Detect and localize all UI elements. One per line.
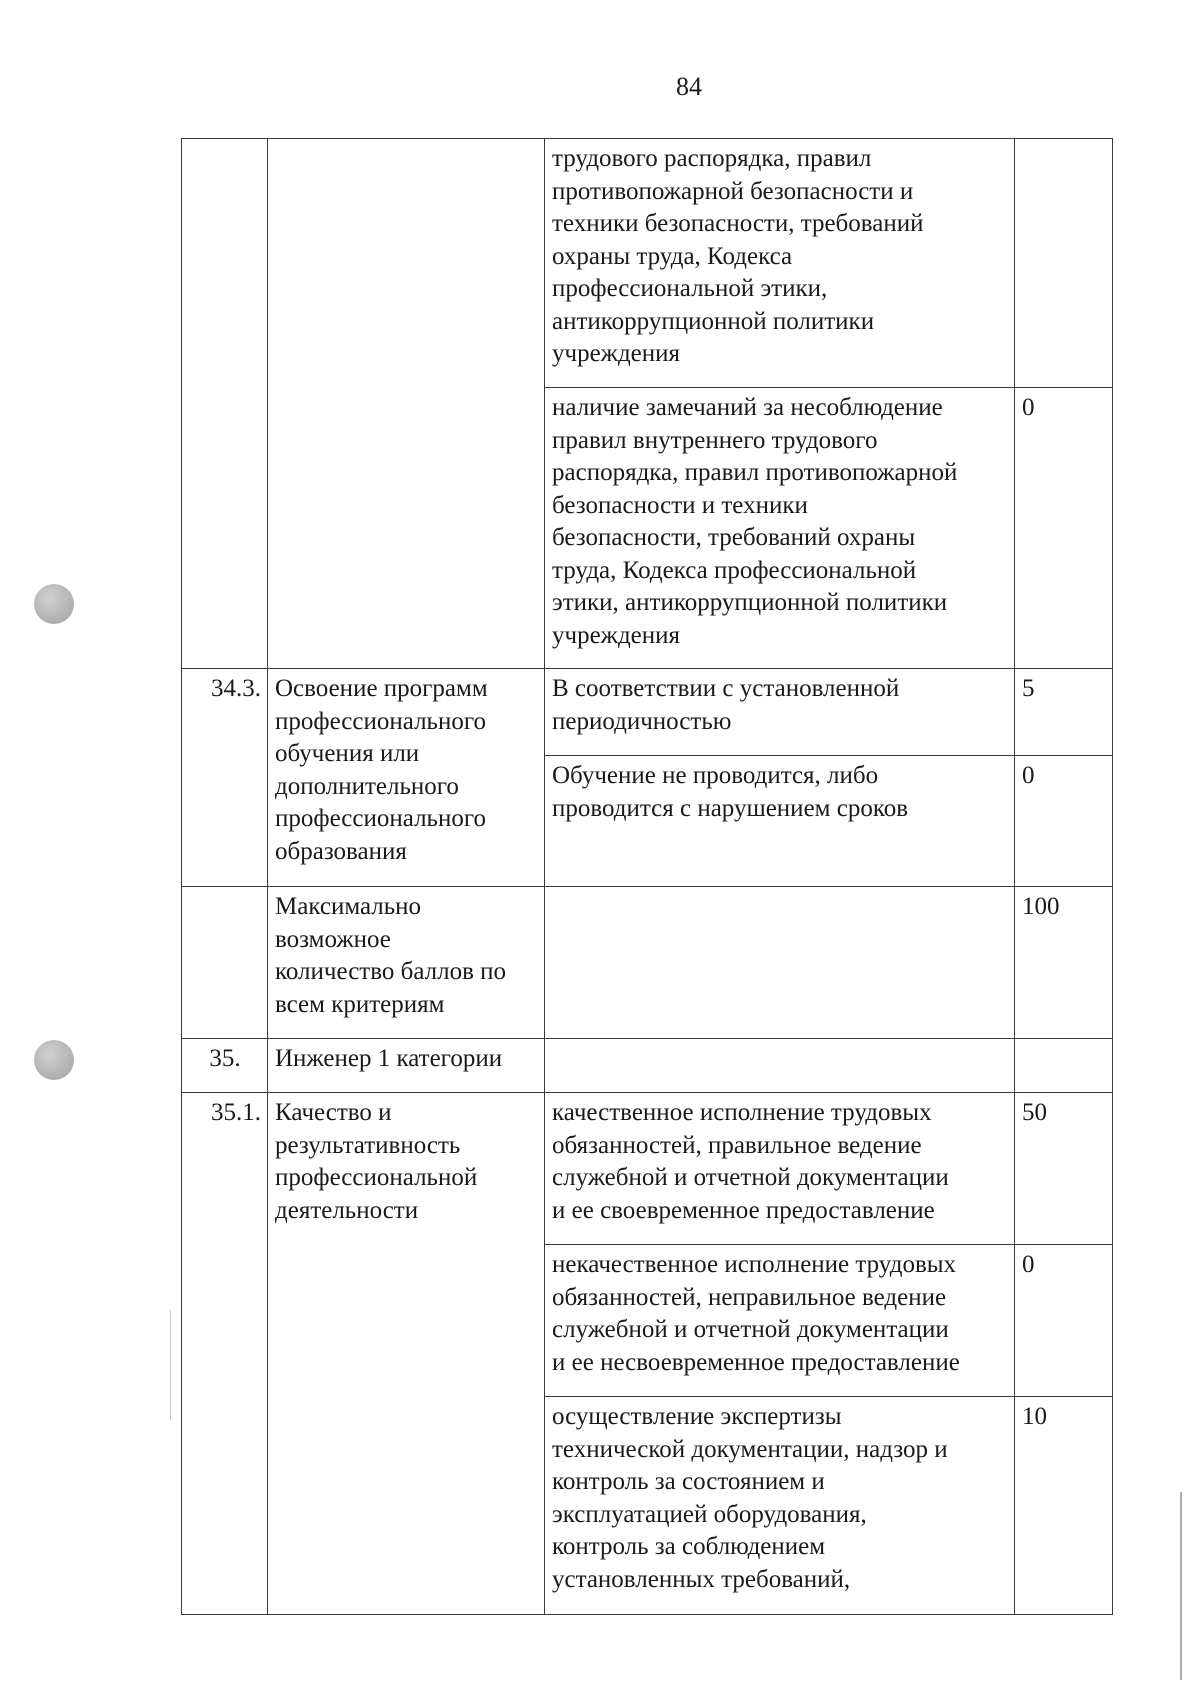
criterion-cell: Инженер 1 категории	[268, 1039, 545, 1093]
table-row	[182, 669, 1113, 756]
indicator-cell: качественное исполнение трудовых обязанностей, правильное ведение служебной и отчетной документации и ее своевременное предоставление	[545, 1093, 1015, 1245]
table-row	[182, 139, 1113, 388]
score-cell: 0	[1015, 756, 1113, 887]
indicator-cell: наличие замечаний за несоблюдение правил внутреннего трудового распорядка, правил противопожарной безопасности и техники безопасности, требований охраны труда, Кодекса профессиональной этики, антикоррупционной политики учреждения	[545, 388, 1015, 669]
item-number-cell: 35.1.	[182, 1093, 268, 1615]
scan-edge-mark	[1180, 1492, 1182, 1680]
table-row	[182, 887, 1113, 1039]
score-cell: 100	[1015, 887, 1113, 1039]
score-cell: 0	[1015, 388, 1113, 669]
scan-edge-faint-mark	[170, 1310, 171, 1420]
score-cell	[1015, 1039, 1113, 1093]
criteria-table	[181, 138, 1113, 1615]
indicator-cell: Обучение не проводится, либо проводится с нарушением сроков	[545, 756, 1015, 887]
score-cell: 0	[1015, 1245, 1113, 1397]
table-row	[182, 1039, 1113, 1093]
indicator-cell: некачественное исполнение трудовых обязанностей, неправильное ведение служебной и отчетной документации и ее несвоевременное предоставление	[545, 1245, 1015, 1397]
criterion-cell: Освоение программ профессионального обучения или дополнительного профессионального образования	[268, 669, 545, 887]
item-number-cell: 35.	[182, 1039, 268, 1093]
punch-hole-top	[34, 584, 74, 624]
page-number: 84	[676, 72, 702, 101]
indicator-cell: В соответствии с установленной периодичностью	[545, 669, 1015, 756]
punch-hole-bottom	[34, 1040, 74, 1080]
item-number-cell: 34.3.	[182, 669, 268, 887]
indicator-cell	[545, 887, 1015, 1039]
criterion-cell: Качество и результативность профессиональной деятельности	[268, 1093, 545, 1615]
item-number-cell	[182, 139, 268, 669]
indicator-cell	[545, 1039, 1015, 1093]
score-cell: 50	[1015, 1093, 1113, 1245]
item-number-cell	[182, 887, 268, 1039]
indicator-cell: осуществление экспертизы технической документации, надзор и контроль за состоянием и эксплуатацией оборудования, контроль за соблюдением установленных требований,	[545, 1397, 1015, 1615]
score-cell	[1015, 139, 1113, 388]
criterion-cell: Максимально возможное количество баллов по всем критериям	[268, 887, 545, 1039]
criterion-cell	[268, 139, 545, 669]
score-cell: 10	[1015, 1397, 1113, 1615]
score-cell: 5	[1015, 669, 1113, 756]
table-row	[182, 1093, 1113, 1245]
indicator-cell: трудового распорядка, правил противопожарной безопасности и техники безопасности, требований охраны труда, Кодекса профессиональной этики, антикоррупционной политики учреждения	[545, 139, 1015, 388]
